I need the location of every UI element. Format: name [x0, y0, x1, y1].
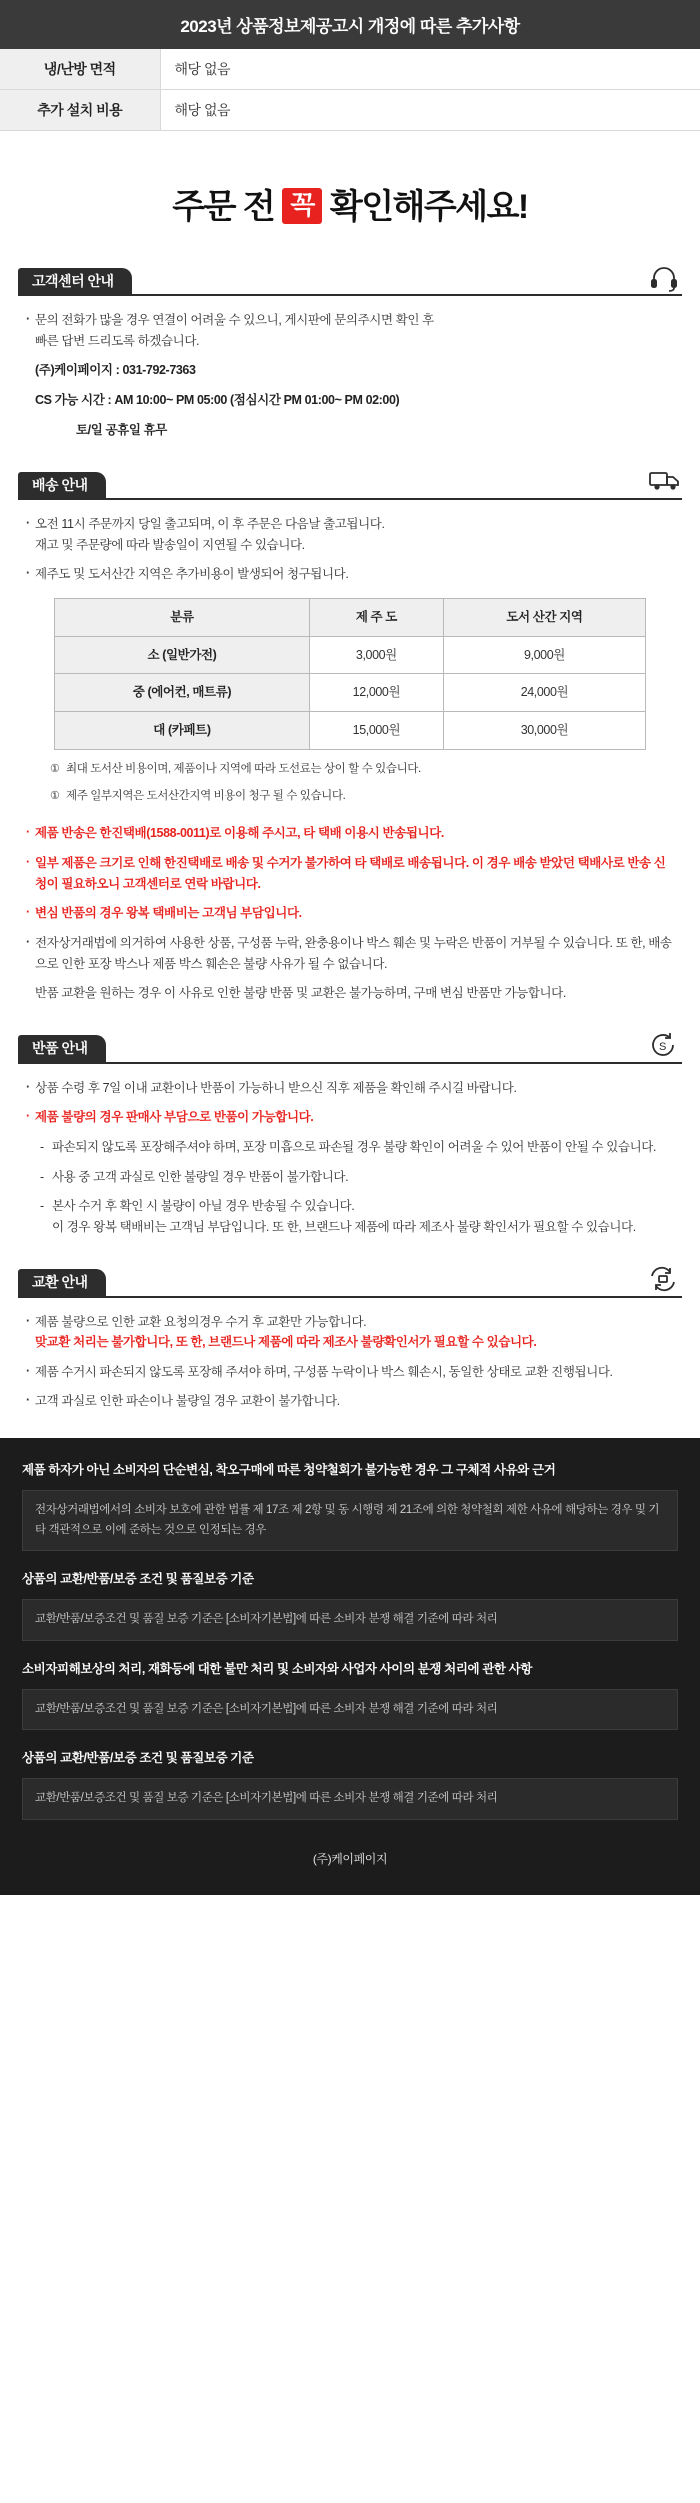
list-item: 반품 교환을 원하는 경우 이 사유로 인한 불량 반품 및 교환은 불가능하며, 구매 변심 반품만 가능합니다.	[35, 986, 566, 1001]
ship-line-1: 오전 11시 주문까지 당일 출고되며, 이 후 주문은 다음날 출고됩니다.	[35, 517, 385, 532]
section-header	[18, 466, 682, 500]
legal-head-3: 소비자피해보상의 처리, 재화등에 대한 불만 처리 및 소비자와 사업자 사이의 분쟁 처리에 관한 사항	[22, 1661, 533, 1676]
spec-value-install-cost: 해당 없음	[174, 102, 230, 118]
table-row	[55, 636, 646, 674]
return-line-6: 이 경우 왕복 택배비는 고객님 부담입니다. 또 한, 브랜드나 제품에 따라 제조사 불량 확인서가 필요할 수 있습니다.	[52, 1219, 636, 1234]
spec-value-cooling-area: 해당 없음	[174, 61, 230, 77]
fee-small-remote: 9,000원	[443, 636, 645, 674]
list-item: ① 최대 도서산 비용이며, 제품이나 지역에 따라 도선료는 상이 할 수 있습니다.	[50, 760, 676, 779]
truck-icon	[648, 468, 678, 494]
list-item	[24, 933, 676, 974]
section-body	[18, 1064, 682, 1238]
spec-table	[0, 49, 700, 131]
hero-post-text: 확인해주세요!	[329, 188, 528, 226]
section-title-returns: 반품 안내	[18, 1035, 106, 1061]
list-item: - 파손되지 않도록 포장해주셔야 하며, 포장 미흡으로 파손될 경우 불량 확인이 어려울 수 있어 반품이 안될 수 있습니다.	[38, 1137, 676, 1158]
section-shipping	[0, 466, 700, 1004]
cs-line-2: 빠른 답변 드리도록 하겠습니다.	[35, 333, 200, 348]
section-title-customer-center: 고객센터 안내	[18, 268, 132, 294]
hero-heading	[0, 131, 700, 262]
ship-warn-4: 전자상거래법에 의거하여 사용한 상품, 구성품 누락, 완충용이나 박스 훼손 및 누락은 반품이 거부될 수 있습니다. 또 한, 배송으로 인한 포장 박스나 제품 박스 훼손은 불량 사유가 될 수 없습니다.	[35, 935, 672, 971]
cs-line-1: 문의 전화가 많을 경우 연결이 어려울 수 있으니, 게시판에 문의주시면 확인 후	[35, 313, 434, 327]
legal-body-1: 전자상거래법에서의 소비자 보호에 관한 법률 제 17조 제 2항 및 동 시행령 제 21조에 의한 청약철회 제한 사유에 해당하는 경우 및 기타 객관적으로 이에 준하는 것으로 인정되는 경우	[22, 1490, 678, 1551]
list-item: · 제주도 및 도서산간 지역은 추가비용이 발생되어 청구됩니다.	[24, 564, 676, 585]
legal-head-1: 제품 하자가 아닌 소비자의 단순변심, 착오구매에 따른 청약철회가 불가능한 경우 그 구체적 사유와 근거	[22, 1463, 556, 1478]
hero-pre-text: 주문 전	[172, 188, 275, 226]
table-row	[55, 674, 646, 712]
return-arrow-icon	[648, 1032, 678, 1058]
fee-row-label-large: 대 (카페트)	[55, 711, 310, 749]
company-footer: (주)케이페이지	[312, 1851, 388, 1866]
section-title-exchange: 교환 안내	[18, 1269, 106, 1295]
section-body	[18, 500, 682, 1004]
list-item: ① 제주 일부지역은 도서산간지역 비용이 청구 될 수 있습니다.	[50, 787, 676, 806]
legal-head-4: 상품의 교환/반품/보증 조건 및 품질보증 기준	[22, 1751, 254, 1766]
section-exchange	[0, 1264, 700, 1413]
exchange-line-2: 맞교환 처리는 불가합니다, 또 한, 브랜드나 제품에 따라 제조사 불량확인서가 필요할 수 있습니다.	[35, 1335, 537, 1350]
fee-medium-remote: 24,000원	[443, 674, 645, 712]
fee-small-jeju: 3,000원	[309, 636, 443, 674]
list-item	[24, 1312, 676, 1353]
fee-large-remote: 30,000원	[443, 711, 645, 749]
list-item: · 고객 과실로 인한 파손이나 불량일 경우 교환이 불가합니다.	[24, 1391, 676, 1412]
ship-line-2: 재고 및 주문량에 따라 발송일이 지연될 수 있습니다.	[35, 537, 305, 552]
table-row	[55, 711, 646, 749]
list-item	[38, 1196, 676, 1237]
section-returns	[0, 1030, 700, 1238]
fee-large-jeju: 15,000원	[309, 711, 443, 749]
shipping-fee-table	[54, 598, 646, 750]
col-remote: 도서 산간 지역	[443, 599, 645, 637]
cs-hours: CS 가능 시간 : AM 10:00~ PM 05:00 (점심시간 PM 01:00~ PM 02:00)	[35, 392, 400, 407]
section-header	[18, 1264, 682, 1298]
list-item: · 일부 제품은 크기로 인해 한진택배로 배송 및 수거가 불가하여 타 택배로 배송됩니다. 이 경우 배송 받았던 택배사로 반송 신청이 필요하오니 고객센터로 연락 바랍니다.	[24, 853, 676, 894]
hero-badge: 꼭	[282, 188, 322, 224]
exchange-line-1: 제품 불량으로 인한 교환 요청의경우 수거 후 교환만 가능합니다.	[35, 1314, 367, 1329]
spec-label-cooling-area: 냉/난방 면적	[0, 49, 160, 90]
section-header	[18, 262, 682, 296]
exchange-icon	[648, 1266, 678, 1292]
cs-phone: (주)케이페이지 : 031-792-7363	[35, 363, 196, 378]
notice-banner: 2023년 상품정보제공고시 개정에 따른 추가사항	[0, 0, 700, 49]
col-jeju: 제 주 도	[309, 599, 443, 637]
table-row	[0, 49, 700, 90]
section-title-shipping: 배송 안내	[18, 472, 106, 498]
legal-body-3: 교환/반품/보증조건 및 품질 보증 기준은 [소비자기본법]에 따른 소비자 분쟁 해결 기준에 따라 처리	[22, 1689, 678, 1731]
list-item: · 변심 반품의 경우 왕복 택배비는 고객님 부담입니다.	[24, 903, 676, 924]
svg-text:S: S	[659, 1040, 667, 1053]
table-row	[0, 90, 700, 131]
cs-holiday: 토/일 공휴일 휴무	[76, 422, 167, 437]
section-customer-center	[0, 262, 700, 440]
list-item: · 상품 수령 후 7일 이내 교환이나 반품이 가능하니 받으신 직후 제품을 확인해 주시길 바랍니다.	[24, 1078, 676, 1099]
table-header-row	[55, 599, 646, 637]
legal-notice-box	[0, 1438, 700, 1895]
legal-head-2: 상품의 교환/반품/보증 조건 및 품질보증 기준	[22, 1572, 254, 1587]
list-item: · 제품 반송은 한진택배(1588-0011)로 이용해 주시고, 타 택배 이용시 반송됩니다.	[24, 823, 676, 844]
fee-medium-jeju: 12,000원	[309, 674, 443, 712]
legal-body-2: 교환/반품/보증조건 및 품질 보증 기준은 [소비자기본법]에 따른 소비자 분쟁 해결 기준에 따라 처리	[22, 1599, 678, 1641]
list-item	[24, 514, 676, 555]
fee-row-label-medium: 중 (에어컨, 매트류)	[55, 674, 310, 712]
list-item	[24, 310, 676, 351]
list-item: - 사용 중 고객 과실로 인한 불량일 경우 반품이 불가합니다.	[38, 1167, 676, 1188]
section-header	[18, 1030, 682, 1064]
section-body	[18, 296, 682, 440]
fee-row-label-small: 소 (일반가전)	[55, 636, 310, 674]
legal-body-4: 교환/반품/보증조건 및 품질 보증 기준은 [소비자기본법]에 따른 소비자 분쟁 해결 기준에 따라 처리	[22, 1778, 678, 1820]
list-item: · 제품 수거시 파손되지 않도록 포장해 주셔야 하며, 구성품 누락이나 박스 훼손시, 동일한 상태로 교환 진행됩니다.	[24, 1362, 676, 1383]
shipping-fee-table-wrap	[24, 594, 676, 760]
list-item: · 제품 불량의 경우 판매사 부담으로 반품이 가능합니다.	[24, 1107, 676, 1128]
col-category: 분류	[55, 599, 310, 637]
return-line-5: 본사 수거 후 확인 시 불량이 아닐 경우 반송될 수 있습니다.	[52, 1199, 355, 1214]
spec-label-install-cost: 추가 설치 비용	[0, 90, 160, 131]
section-body	[18, 1298, 682, 1413]
headset-icon	[648, 264, 678, 290]
